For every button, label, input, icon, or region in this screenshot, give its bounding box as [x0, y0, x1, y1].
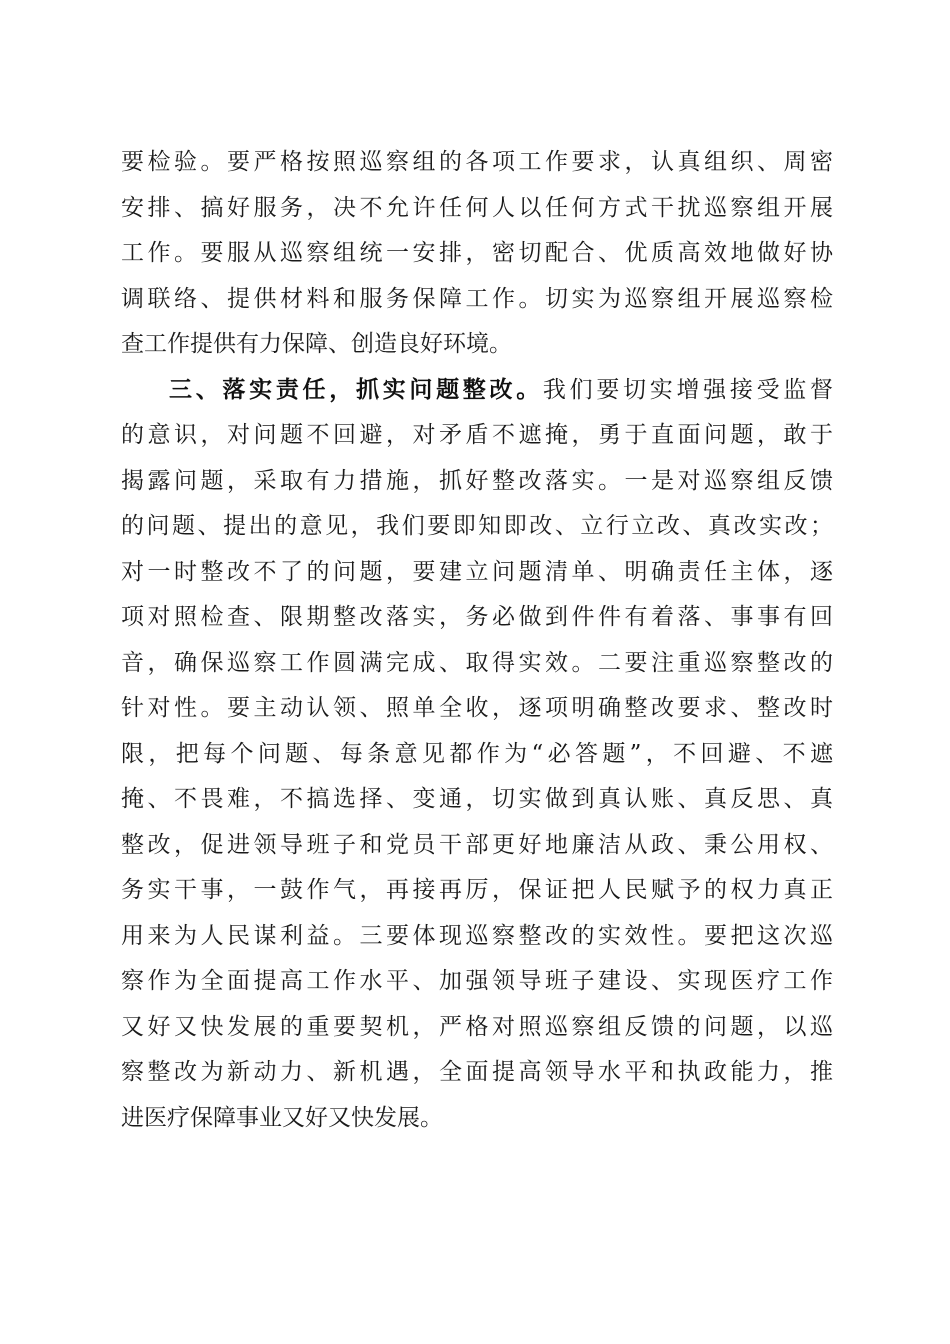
- paragraph-line: 针对性。要主动认领、照单全收，逐项明确整改要求、整改时: [121, 695, 833, 721]
- paragraph-line: 进医疗保障事业又好又快发展。: [121, 1104, 443, 1131]
- paragraph-line: 限，把每个问题、每条意见都作为“必答题”，不回避、不遮: [121, 740, 833, 767]
- paragraph-line: 工作。要服从巡察组统一安排，密切配合、优质高效地做好协: [121, 240, 833, 266]
- paragraph-2: [121, 368, 833, 1142]
- paragraph-line: 又好又快发展的重要契机，严格对照巡察组反馈的问题，以巡: [121, 1013, 833, 1040]
- paragraph-first-line-text: 我们要切实增强接受监督: [542, 376, 834, 403]
- document-body: [121, 140, 833, 1141]
- paragraph-first-line: [121, 368, 833, 414]
- paragraph-line: 查工作提供有力保障、创造良好环境。: [121, 331, 512, 357]
- paragraph-line: 用来为人民谋利益。三要体现巡察整改的实效性。要把这次巡: [121, 922, 833, 949]
- paragraph-line: 察作为全面提高工作水平、加强领导班子建设、实现医疗工作: [121, 968, 833, 994]
- paragraph-line: 察整改为新动力、新机遇，全面提高领导水平和执政能力，推: [121, 1059, 833, 1085]
- paragraph-line: 的意识，对问题不回避，对矛盾不遮掩，勇于直面问题，敢于: [121, 422, 833, 448]
- paragraph-line: 掩、不畏难，不搞选择、变通，切实做到真认账、真反思、真: [121, 786, 833, 812]
- section-heading: 三、落实责任，抓实问题整改。: [169, 376, 543, 403]
- paragraph-line: 整改，促进领导班子和党员干部更好地廉洁从政、秉公用权、: [121, 831, 833, 858]
- paragraph-line: 揭露问题，采取有力措施，抓好整改落实。一是对巡察组反馈: [121, 467, 833, 494]
- paragraph-line: 对一时整改不了的问题，要建立问题清单、明确责任主体，逐: [121, 558, 833, 585]
- paragraph-line: 安排、搞好服务，决不允许任何人以任何方式干扰巡察组开展: [121, 194, 833, 221]
- paragraph-line: 要检验。要严格按照巡察组的各项工作要求，认真组织、周密: [121, 149, 833, 175]
- paragraph-line: 务实干事，一鼓作气，再接再厉，保证把人民赋予的权力真正: [121, 877, 833, 903]
- paragraph-1: [121, 140, 833, 368]
- paragraph-line: 项对照检查、限期整改落实，务必做到件件有着落、事事有回: [121, 604, 833, 630]
- paragraph-line: 的问题、提出的意见，我们要即知即改、立行立改、真改实改；: [121, 513, 833, 539]
- paragraph-line: 调联络、提供材料和服务保障工作。切实为巡察组开展巡察检: [121, 285, 833, 312]
- paragraph-line: 音，确保巡察工作圆满完成、取得实效。二要注重巡察整改的: [121, 649, 833, 676]
